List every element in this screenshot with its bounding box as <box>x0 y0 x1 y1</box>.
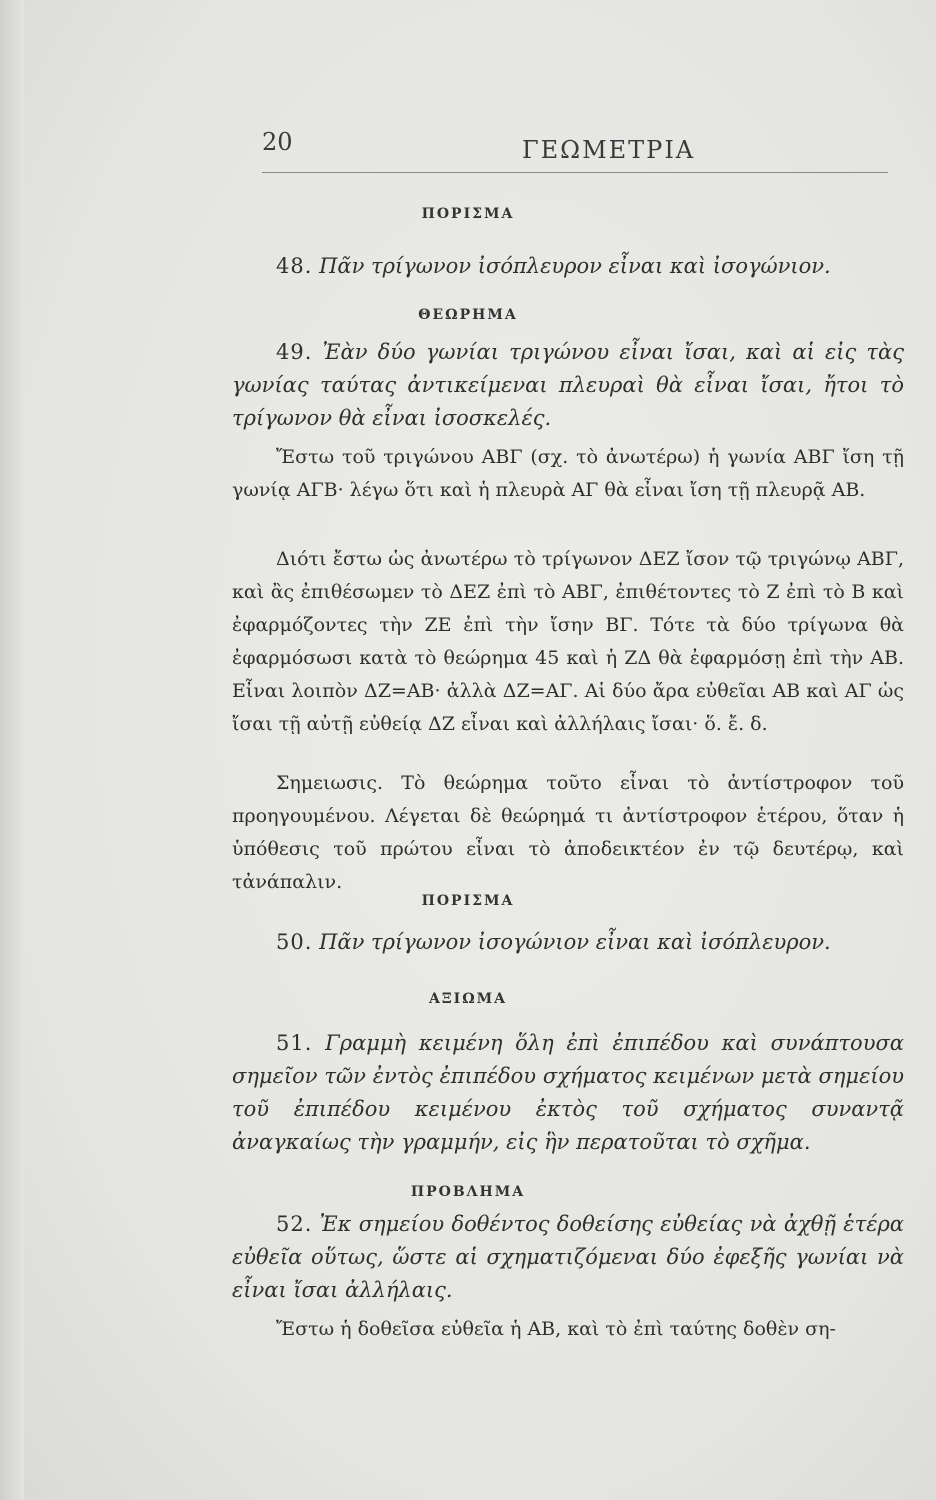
heading-theorema: ΘΕΩΡΗΜΑ <box>418 307 518 323</box>
running-title: ΓΕΩΜΕΤΡΙΑ <box>522 136 696 164</box>
paragraph-52 <box>232 1208 904 1307</box>
paragraph-text-52: Ἐκ σημείου δοθέντος δοθείσης εὐθείας νὰ ἀχθῇ ἑτέρα εὐθεῖα οὕτως, ὥστε αἱ σχηματιζόμεναι δύο ἐφεξῆς γωνίαι νὰ εἶναι ἴσαι ἀλλήλαις. <box>232 1212 904 1302</box>
paragraph-49-proof-1: Ἔστω τοῦ τριγώνου ΑΒΓ (σχ. τὸ ἀνωτέρω) ἡ γωνία ΑΒΓ ἴση τῇ γωνίᾳ ΑΓΒ· λέγω ὅτι καὶ ἡ πλευρὰ ΑΓ θὰ εἶναι ἴση τῇ πλευρᾷ ΑΒ. <box>232 446 904 501</box>
paragraph-52-proof-start: Ἔστω ἡ δοθεῖσα εὐθεῖα ἡ ΑΒ, καὶ τὸ ἐπὶ ταύτης δοθὲν ση- <box>276 1318 836 1340</box>
page-binding-edge <box>0 0 24 1500</box>
paragraph-text-48: Πᾶν τρίγωνον ἰσόπλευρον εἶναι καὶ ἰσογώνιον. <box>319 254 831 278</box>
heading-axioma: ΑΞΙΩΜΑ <box>428 991 508 1007</box>
page-number: 20 <box>262 128 293 156</box>
paragraph-number-48: 48. <box>276 254 313 278</box>
paragraph-49-note: Σημειωσις. Τὸ θεώρημα τοῦτο εἶναι τὸ ἀντίστροφον τοῦ προηγουμένου. Λέγεται δὲ θεώρημά τι ἀντίστροφον ἑτέρου, ὅταν ἡ ὑπόθεσις τοῦ πρώτου εἶναι τὸ ἀποδεικτέον ἐν τῷ δευτέρῳ, καὶ τἀνάπαλιν. <box>232 772 904 893</box>
paragraph-number-51: 51. <box>276 1031 313 1055</box>
header-rule <box>262 172 888 173</box>
heading-porisma-1: ΠΟΡΙΣΜΑ <box>421 206 515 222</box>
paragraph-51 <box>232 1027 904 1159</box>
paragraph-50 <box>232 926 904 959</box>
paragraph-number-50: 50. <box>276 930 313 954</box>
paragraph-49-proof-2: Διότι ἔστω ὡς ἀνωτέρω τὸ τρίγωνον ΔΕΖ ἴσον τῷ τριγώνῳ ΑΒΓ, καὶ ἂς ἐπιθέσωμεν τὸ ΔΕΖ ἐπὶ τὸ ΑΒΓ, ἐπιθέτοντες τὸ Ζ ἐπὶ τὸ Β καὶ ἐφαρμόζοντες τὴν ΖΕ ἐπὶ τὴν ἴσην ΒΓ. Τότε τὰ δύο τρίγωνα θὰ ἐφαρμόσωσι κατὰ τὸ θεώρημα 45 καὶ ἡ ΖΔ θὰ ἐφαρμόσῃ ἐπὶ τὴν ΑΒ. Εἶναι λοιπὸν ΔΖ=ΑΒ· ἀλλὰ ΔΖ=ΑΓ. Αἱ δύο ἄρα εὐθεῖαι ΑΒ καὶ ΑΓ ὡς ἴσαι τῇ αὐτῇ εὐθείᾳ ΔΖ εἶναι καὶ ἀλλήλαις ἴσαι· ὅ. ἔ. δ. <box>232 548 904 735</box>
paragraph-text-51: Γραμμὴ κειμένη ὅλη ἐπὶ ἐπιπέδου καὶ συνάπτουσα σημεῖον τῶν ἐντὸς ἐπιπέδου σχήματος κειμένων μετὰ σημείου τοῦ ἐπιπέδου κειμένου ἐκτὸς τοῦ σχήματος συναντᾷ ἀναγκαίως τὴν γραμμήν, εἰς ἣν περατοῦται τὸ σχῆμα. <box>232 1031 904 1154</box>
paragraph-text-50: Πᾶν τρίγωνον ἰσογώνιον εἶναι καὶ ἰσόπλευρον. <box>319 930 831 954</box>
paragraph-text-49: Ἐὰν δύο γωνίαι τριγώνου εἶναι ἴσαι, καὶ αἱ εἰς τὰς γωνίας ταύτας ἀντικείμεναι πλευραὶ θὰ εἶναι ἴσαι, ἤτοι τὸ τρίγωνον θὰ εἶναι ἰσοσκελές. <box>232 340 904 430</box>
heading-porisma-2: ΠΟΡΙΣΜΑ <box>421 893 515 909</box>
paragraph-number-52: 52. <box>276 1212 313 1236</box>
heading-problema: ΠΡΟΒΛΗΜΑ <box>410 1184 526 1200</box>
paragraph-49 <box>232 336 904 435</box>
paragraph-48 <box>232 250 904 283</box>
paragraph-number-49: 49. <box>276 340 313 364</box>
